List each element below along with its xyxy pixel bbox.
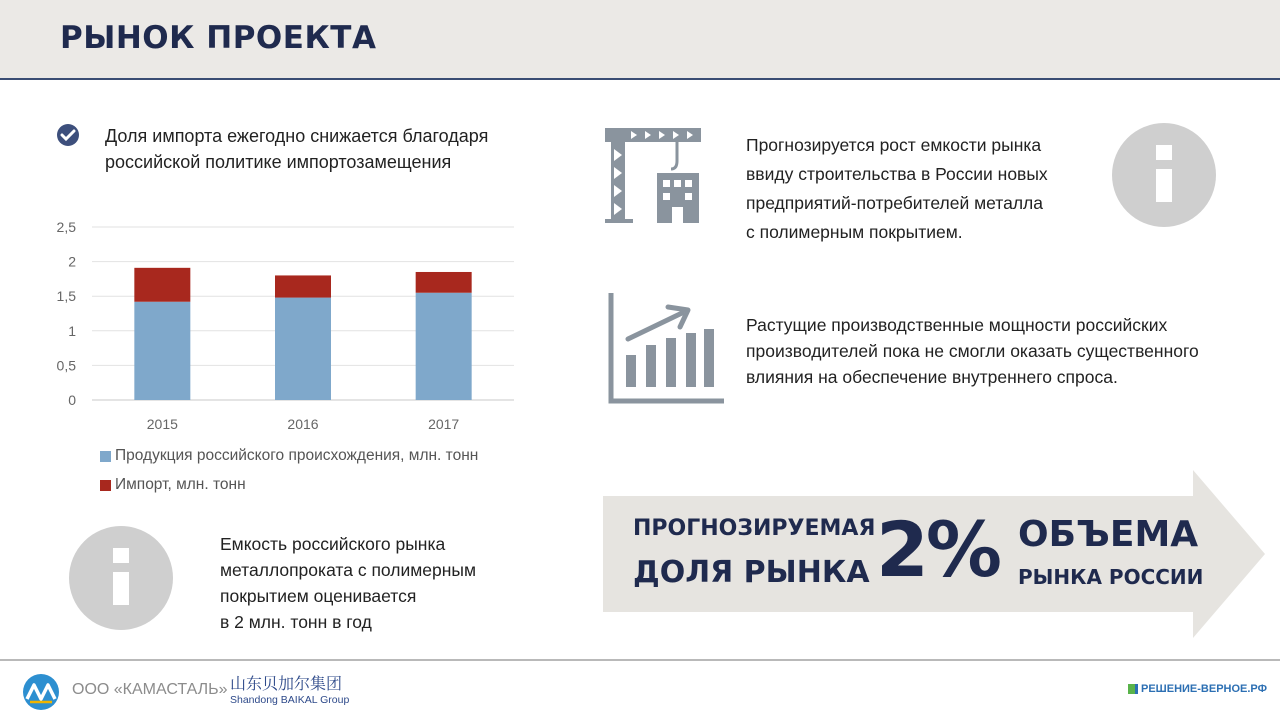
bar-import [134, 268, 190, 302]
info-icon [1112, 123, 1216, 227]
y-tick-label: 0 [68, 392, 76, 408]
forecast-text [746, 131, 1048, 247]
company-name: ООО «КАМАСТАЛЬ» [72, 681, 228, 698]
cube-icon [1128, 684, 1138, 694]
x-tick-label: 2016 [287, 416, 319, 432]
label-line: РЫНКА РОССИИ [1018, 565, 1204, 589]
legend-item-russian [100, 447, 478, 465]
bar-import [275, 275, 331, 297]
note-line: Доля импорта ежегодно снижается благодаря [105, 126, 489, 146]
text-line: Прогнозируется рост емкости рынка [746, 135, 1042, 155]
text-line: предприятий-потребителей металла [746, 193, 1043, 213]
bar-import [416, 272, 472, 293]
label-line: ПРОГНОЗИРУЕМАЯ [633, 516, 876, 541]
kamastal-logo [22, 673, 60, 711]
text-line: Растущие производственные мощности российских [746, 315, 1168, 335]
legend-label: Продукция российского происхождения, млн. тонн [115, 447, 479, 464]
info-icon [69, 526, 173, 630]
text-line: в 2 млн. тонн в год [220, 612, 372, 632]
crane-building-icon [605, 125, 705, 225]
footer [0, 659, 1280, 720]
header-bar [0, 0, 1280, 80]
y-tick-label: 1 [68, 322, 76, 339]
x-tick-label: 2015 [146, 416, 178, 432]
text-line: с полимерным покрытием. [746, 222, 963, 242]
text-line: металлопроката с полимерным [220, 560, 477, 580]
forecast-share-label [633, 516, 875, 590]
y-tick-label: 2,5 [56, 219, 76, 235]
partner-subtitle: Shandong BAIKAL Group [230, 694, 350, 706]
partner-name: 山东贝加尔集团 [230, 674, 343, 693]
legend-swatch [100, 480, 111, 491]
capacity-text [746, 312, 1199, 390]
bar-russian [416, 293, 472, 400]
market-volume-label [1018, 514, 1203, 589]
share-percent: 2% [876, 505, 1000, 594]
bar-russian [134, 302, 190, 400]
site-label: РЕШЕНИЕ-ВЕРНОЕ.РФ [1141, 683, 1268, 695]
text-line: производителей пока не смогли оказать существенного [746, 341, 1199, 361]
legend-swatch [100, 451, 111, 462]
label-line: ОБЪЕМА [1018, 514, 1199, 555]
legend-item-import [100, 476, 246, 494]
text-line: Емкость российского рынка [220, 534, 446, 554]
y-tick-label: 2 [68, 253, 76, 270]
bar-russian [275, 298, 331, 400]
label-line: ДОЛЯ РЫНКА [633, 555, 870, 590]
import-share-note [105, 123, 525, 175]
site-link[interactable] [1128, 683, 1267, 695]
page-title: РЫНОК ПРОЕКТА [60, 20, 377, 56]
legend-label: Импорт, млн. тонн [115, 476, 246, 493]
note-line: российской политике импортозамещения [105, 152, 452, 172]
x-tick-label: 2017 [428, 416, 460, 432]
y-tick-label: 1,5 [56, 288, 76, 305]
market-capacity-text [220, 531, 476, 635]
text-line: влияния на обеспечение внутреннего спроса. [746, 367, 1118, 387]
check-circle-icon [57, 124, 79, 146]
text-line: покрытием оценивается [220, 586, 417, 606]
text-line: ввиду строительства в России новых [746, 164, 1048, 184]
y-tick-label: 0,5 [56, 357, 76, 374]
growth-chart-icon [606, 293, 728, 405]
